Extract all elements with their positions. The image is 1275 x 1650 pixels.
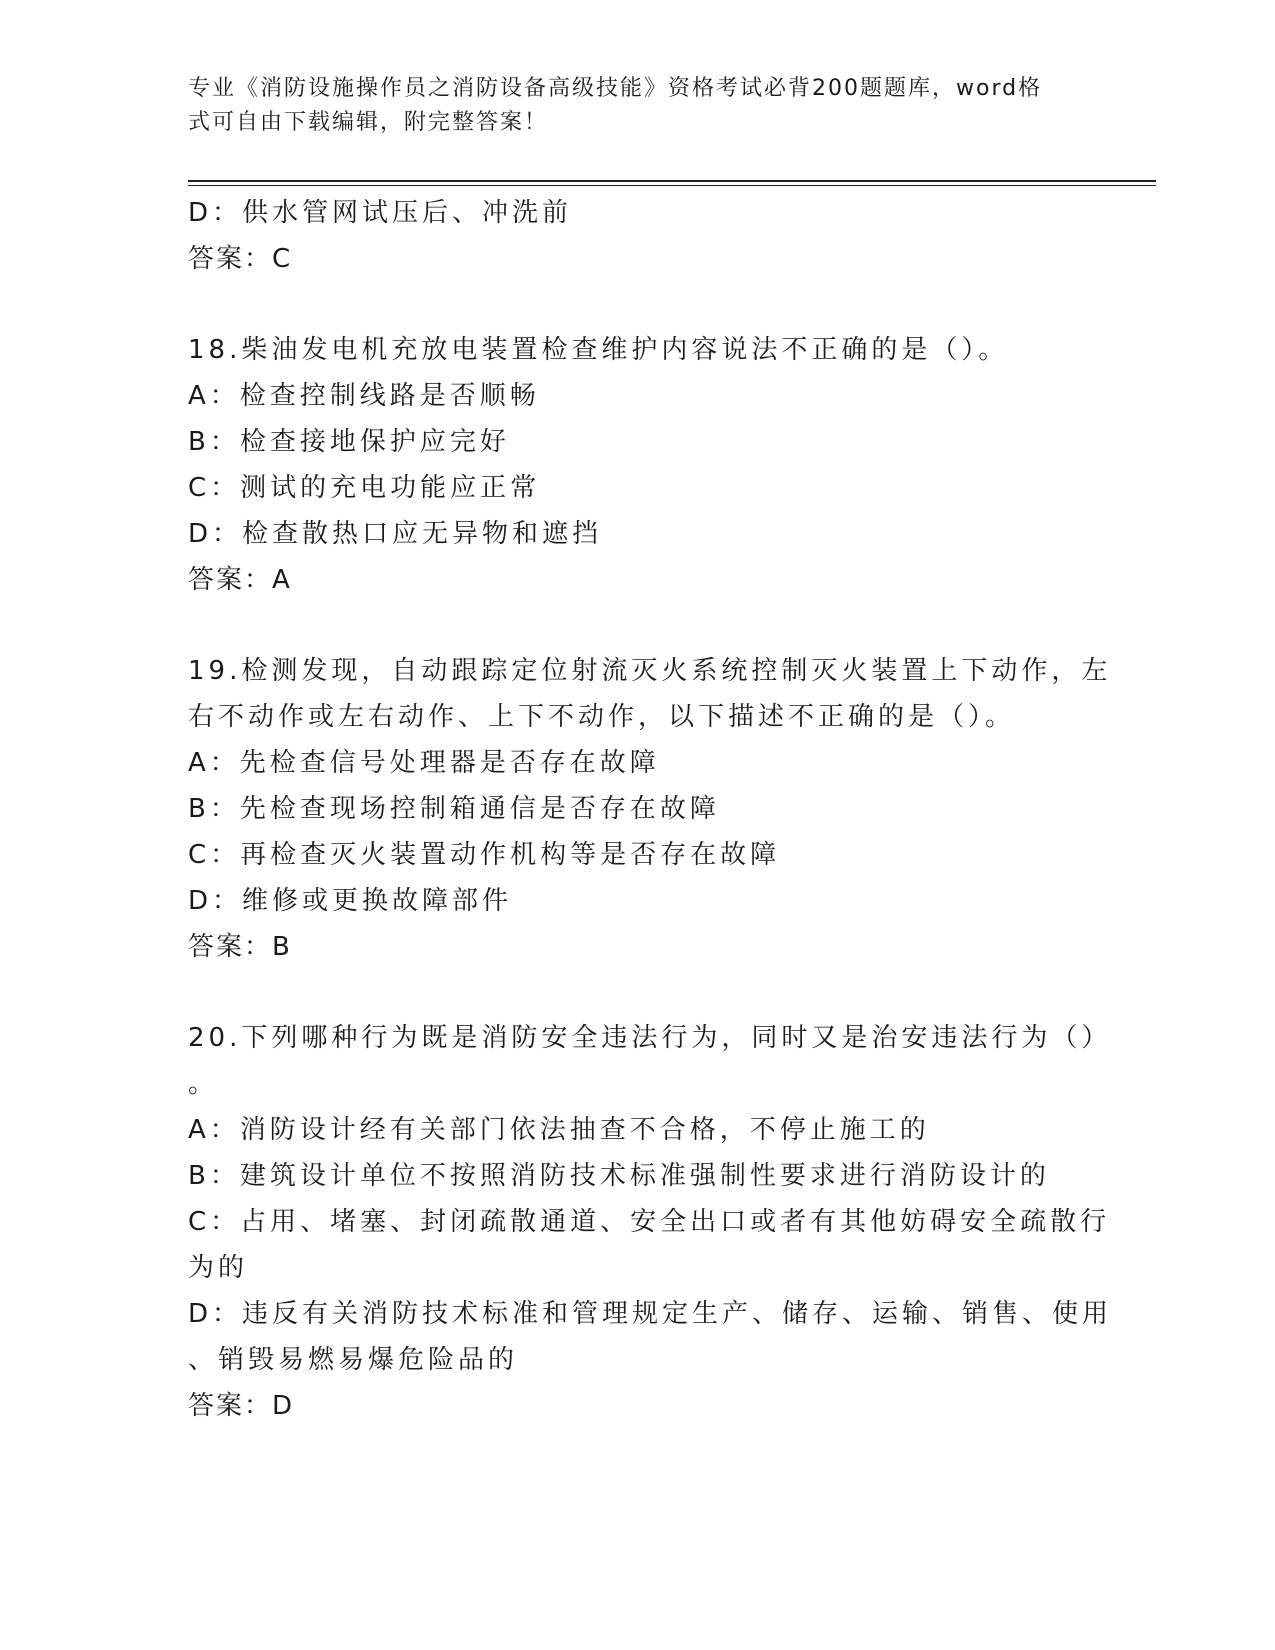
question-text-line-2: 右不动作或左右动作、上下不动作，以下描述不正确的是（）。: [188, 702, 1016, 732]
option-c: C：测试的充电功能应正常: [188, 473, 541, 503]
option-a: A：检查控制线路是否顺畅: [188, 381, 540, 411]
option-d: D：检查散热口应无异物和遮挡: [188, 519, 603, 549]
option-b: B：检查接地保护应完好: [188, 427, 510, 457]
spacer: [188, 603, 1088, 648]
question-18: [188, 327, 1088, 603]
option-b: B：先检查现场控制箱通信是否存在故障: [188, 794, 720, 824]
question-20: [188, 1015, 1113, 1429]
header-line-1: 专业《消防设施操作员之消防设备高级技能》资格考试必背200题题库，word格: [188, 76, 1043, 101]
question-content: [188, 190, 1113, 1429]
header-divider-thick: [188, 180, 1156, 182]
header-divider-thin: [188, 185, 1156, 186]
option-a: A：消防设计经有关部门依法抽查不合格，不停止施工的: [188, 1115, 930, 1145]
answer: 答案：C: [188, 244, 293, 274]
spacer: [188, 282, 1088, 327]
option-d: D：供水管网试压后、冲洗前: [188, 198, 573, 228]
answer: 答案：D: [188, 1391, 295, 1421]
question-text-line-1: 20.下列哪种行为既是消防安全违法行为，同时又是治安违法行为（）: [188, 1023, 1112, 1053]
header-line-2: 式可自由下载编辑，附完整答案！: [188, 110, 549, 135]
spacer: [188, 970, 1088, 1015]
previous-question-tail: [188, 190, 1088, 282]
option-c-line-2: 为的: [188, 1253, 249, 1283]
option-d: D：维修或更换故障部件: [188, 886, 513, 916]
question-text-line-1: 19.检测发现，自动跟踪定位射流灭火系统控制灭火装置上下动作，左: [188, 656, 1112, 686]
option-b: B：建筑设计单位不按照消防技术标准强制性要求进行消防设计的: [188, 1161, 1050, 1191]
option-d-line-2: 、销毁易燃易爆危险品的: [188, 1345, 519, 1375]
question-text-line-2: 。: [188, 1069, 219, 1099]
option-c: C：再检查灭火装置动作机构等是否存在故障: [188, 840, 781, 870]
option-d-line-1: D：违反有关消防技术标准和管理规定生产、储存、运输、销售、使用: [188, 1299, 1113, 1329]
option-a: A：先检查信号处理器是否存在故障: [188, 748, 660, 778]
option-c-line-1: C：占用、堵塞、封闭疏散通道、安全出口或者有其他妨碍安全疏散行: [188, 1207, 1111, 1237]
question-19: [188, 648, 1112, 970]
question-text: 18.柴油发电机充放电装置检查维护内容说法不正确的是（）。: [188, 335, 1009, 365]
answer: 答案：B: [188, 932, 292, 962]
answer: 答案：A: [188, 565, 292, 595]
document-header: [188, 72, 1088, 140]
